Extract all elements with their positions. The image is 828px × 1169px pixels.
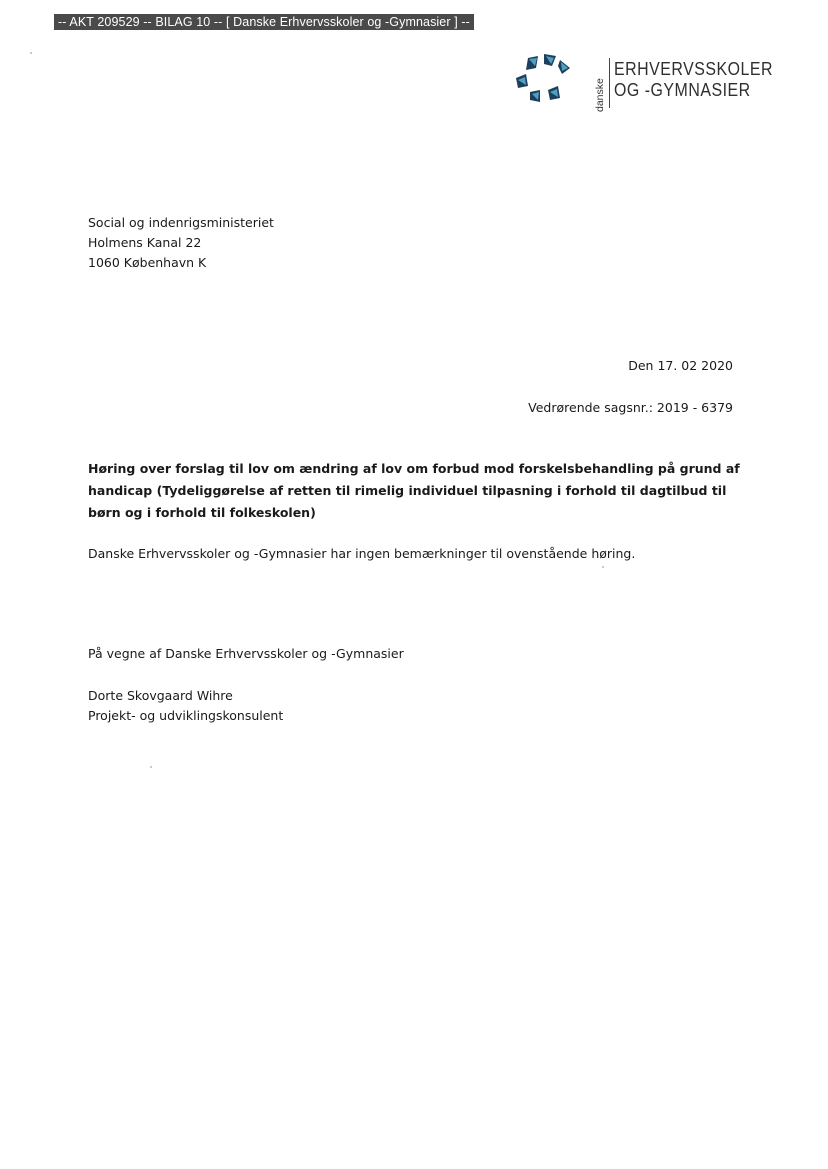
scan-speck — [150, 766, 152, 768]
letter-subject: Høring over forslag til lov om ændring af lov om forbud mod forskelsbehandling på grund af handicap (Tydeliggørelse af retten til rimelig individuel tilpasning i forhold til dagtilbud til børn og i forhold til folkeskolen) — [88, 461, 740, 520]
case-reference: Vedrørende sagsnr.: 2019 - 6379 — [528, 400, 733, 415]
scan-speck — [602, 566, 604, 568]
organization-logo — [514, 50, 774, 114]
signatory-title: Projekt- og udviklingskonsulent — [88, 708, 284, 723]
scan-speck — [30, 52, 32, 54]
signature-intro: På vegne af Danske Erhvervsskoler og -Gymnasier — [88, 646, 404, 661]
recipient-name: Social og indenrigsministeriet — [88, 215, 274, 230]
letter-date: Den 17. 02 2020 — [628, 358, 733, 373]
letter-body: Danske Erhvervsskoler og -Gymnasier har ingen bemærkninger til ovenstående høring. — [88, 546, 636, 561]
logo-divider — [609, 58, 610, 108]
recipient-street: Holmens Kanal 22 — [88, 235, 202, 250]
akt-banner: -- AKT 209529 -- BILAG 10 -- [ Danske Erhvervsskoler og -Gymnasier ] -- — [54, 14, 474, 30]
logo-mark-icon — [514, 52, 586, 112]
recipient-address — [88, 213, 274, 273]
logo-text-line2: OG -GYMNASIER — [614, 79, 751, 100]
logo-text-line1: ERHVERVSSKOLER — [614, 58, 774, 79]
signatory-name: Dorte Skovgaard Wihre — [88, 688, 233, 703]
recipient-city: 1060 København K — [88, 255, 207, 270]
signature-block — [88, 686, 283, 726]
logo-petals — [516, 54, 570, 102]
logo-vertical-text: danske — [594, 78, 606, 112]
